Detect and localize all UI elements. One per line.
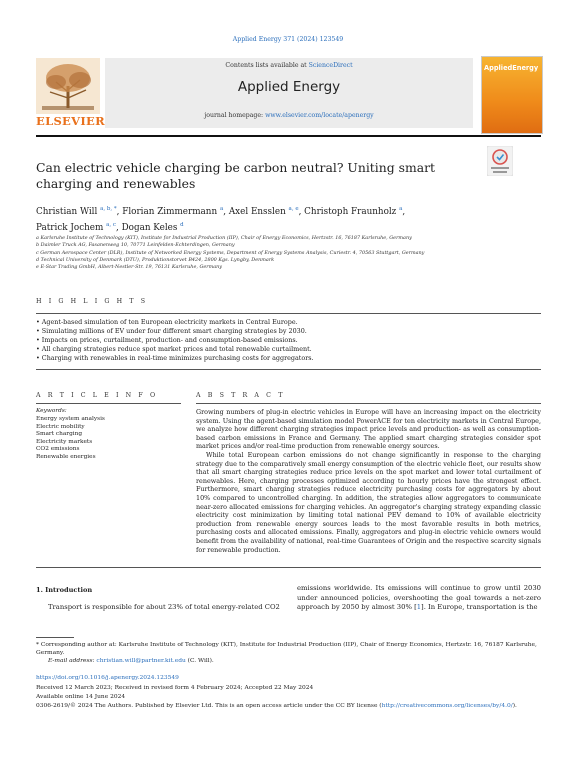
license-text: ). — [512, 703, 517, 709]
introduction-heading: 1. Introduction — [36, 586, 93, 594]
contents-prefix: Contents lists available at — [225, 62, 309, 69]
keyword-item: Energy system analysis — [36, 416, 105, 422]
abstract-rule-bottom — [36, 567, 541, 568]
email-line — [48, 658, 214, 664]
license-line — [36, 703, 541, 709]
author-affiliation-marker[interactable]: a, b, * — [100, 206, 117, 212]
abstract-body — [196, 408, 541, 554]
journal-name: Applied Energy — [237, 79, 341, 95]
journal-reference-link[interactable]: Applied Energy 371 (2024) 123549 — [232, 36, 344, 43]
abstract-paragraph: Growing numbers of plug-in electric vehicles in Europe will have an increasing impact on the electricity system. Using the agent-based simulation model PowerACE for ten electricity markets in Central Europe, we analyze how different charging strategies impact price levels and production- as well as consumption-based carbon emissions in France and Germany. The applied smart charging strategies consider spot market prices and/or real-time production from renewable energy sources. — [196, 408, 541, 451]
homepage-prefix: journal homepage: — [204, 112, 266, 119]
homepage-link[interactable]: www.elsevier.com/locate/apenergy — [265, 112, 374, 119]
sciencedirect-link[interactable]: ScienceDirect — [308, 62, 353, 69]
keywords-list — [36, 416, 181, 462]
highlights-heading: H I G H L I G H T S — [36, 298, 148, 305]
author-affiliation-marker[interactable]: a — [399, 206, 403, 212]
affiliation-item: d Technical University of Denmark (DTU), Produktionstorvet B424, 2800 Kgs. Lyngby, Denmark — [36, 256, 275, 263]
article-info-heading: A R T I C L E I N F O — [36, 392, 158, 399]
intro-text: ]. In Europe, transportation is the — [421, 603, 538, 612]
affiliation-item: b Daimler Truck AG, Fasanenweg 10, 70771 Leinfelden-Echterdingen, Germany — [36, 242, 235, 249]
article-info-rule — [36, 403, 181, 404]
highlight-item: • Simulating millions of EV under four different smart charging strategies by 2030. — [36, 326, 307, 335]
author-name[interactable]: Dogan Keles — [121, 222, 178, 233]
author-affiliation-marker[interactable]: a, c — [106, 221, 116, 228]
abstract-rule — [196, 403, 541, 404]
journal-cover-title: AppliedEnergy — [484, 64, 539, 72]
header-rule — [36, 135, 541, 137]
affiliations — [36, 235, 541, 271]
introduction-left-column: Transport is responsible for about 23% of total energy-related CO2 — [48, 603, 280, 611]
email-link[interactable]: christian.will@partner.kit.edu — [96, 658, 186, 664]
email-label: E-mail address: — [48, 658, 97, 664]
author-name[interactable]: Christian Will — [36, 206, 98, 217]
received-dates: Received 12 March 2023; Received in revised form 4 February 2024; Accepted 22 May 2024 — [36, 685, 314, 691]
highlights-rule-bottom — [36, 369, 541, 370]
journal-reference[interactable] — [0, 36, 576, 43]
author-name[interactable]: Florian Zimmermann — [122, 206, 218, 217]
introduction-right-column — [297, 584, 541, 613]
highlight-item: • Agent-based simulation of ten European electricity markets in Central Europe. — [36, 318, 298, 326]
author-name[interactable]: Christoph Fraunholz — [304, 206, 397, 217]
doi-link[interactable]: https://doi.org/10.1016/j.apenergy.2024.123549 — [36, 675, 179, 681]
available-online: Available online 14 June 2024 — [36, 694, 126, 700]
highlight-item: • Charging with renewables in real-time minimizes purchasing costs for aggregators. — [36, 353, 314, 362]
highlight-item: • Impacts on prices, curtailment, production- and consumption-based emissions. — [36, 335, 298, 344]
keyword-item: Electricity markets — [36, 438, 93, 445]
author-name[interactable]: Patrick Jochem — [36, 222, 104, 233]
check-for-updates-icon[interactable] — [487, 146, 513, 176]
keyword-item: Electric mobility — [36, 423, 85, 430]
highlights-list — [36, 318, 541, 363]
author-affiliation-marker[interactable]: a — [219, 206, 224, 212]
affiliation-item: e E-Star Trading GmbH, Albert-Nestler-Str. 19, 76131 Karlsruhe, Germany — [36, 264, 223, 271]
highlight-item: • All charging strategies reduce spot market prices and total renewable curtailment. — [36, 344, 312, 353]
contents-line — [105, 62, 473, 69]
elsevier-wordmark: ELSEVIER — [36, 114, 105, 128]
license-text: 0306-2619/© 2024 The Authors. Published by Elsevier Ltd. This is an open access article under the CC BY license ( — [36, 703, 382, 709]
abstract-paragraph: While total European carbon emissions do not change significantly in response to the charging strategy due to the comparatively small energy consumption of the electric vehicle fleet, our results show that all smart charging strategies reduce price levels on the spot market and lower total curtailment of renewables. Here, charging processes optimized according to hourly prices have the strongest effect. Furthermore, smart charging strategies reduce electricity purchasing costs for aggregators by about 10% compared to uncontrolled charging. In addition, the strategies allow aggregators to communicate near-zero allocated emissions for charging vehicles. An aggregator's charging strategy expanding classic electricity cost minimization by limiting total national PEV demand to 10% of available electricity production from renewable energy sources leads to the most favorable results in both metrics, purchasing costs and allocated emissions. Finally, aggregators and plug-in electric vehicle owners would benefit from the availability of national, real-time Guarantees of Origin and the respective scarcity signals for renewable production. — [196, 450, 541, 554]
intro-text: emissions worldwide. Its emissions will continue to grow until 2030 under announced policies, overshooting the goal towards a net-zero approach by 2050 by almost 30% [ — [297, 584, 541, 612]
affiliation-item: a Karlsruhe Institute of Technology (KIT), Institute for Industrial Production (IIP), Chair of Energy Economics, Hertzstr. 16, 76187 Karlsruhe, Germany — [36, 235, 412, 241]
journal-homepage — [105, 112, 473, 119]
corresponding-author-note: * Corresponding author at: Karlsruhe Institute of Technology (KIT), Institute for Industrial Production (IIP), Chair of Energy Economics, Hertzstr. 16, 76187 Karlsruhe, Germany. — [36, 642, 537, 656]
email-suffix: (C. Will). — [185, 658, 214, 664]
license-link[interactable]: http://creativecommons.org/licenses/by/4.0/ — [381, 703, 513, 709]
author-name[interactable]: Axel Ensslen — [228, 206, 286, 217]
affiliation-item: c German Aerospace Center (DLR), Institute of Networked Energy Systems, Department of Energy Systems Analysis, Curiestr. 4, 70563 Stuttgart, Germany — [36, 249, 425, 256]
author-affiliation-marker[interactable]: a, e — [288, 206, 299, 212]
citation-link[interactable]: 1 — [416, 603, 422, 612]
abstract-heading: A B S T R A C T — [196, 392, 286, 399]
keyword-item: Renewable energies — [36, 453, 96, 460]
keywords-label: Keywords: — [36, 408, 67, 414]
footnote-rule — [36, 637, 74, 638]
keyword-item: Smart charging — [36, 431, 83, 438]
highlights-rule-top — [36, 313, 541, 314]
author-list: Christian Will $^{a, b, *}$, Florian Zimmermann $^a$, Axel Ensslen $^{a, e}$, Christoph Fraunholz $^a$, Patrick Jochem $^{a, c}$, Dogan Keles $^d$ — [36, 206, 406, 233]
author-affiliation-marker[interactable]: d — [180, 221, 184, 228]
doi — [36, 675, 179, 681]
keyword-item: CO2 emissions — [36, 446, 80, 453]
paper-title: Can electric vehicle charging be carbon neutral? Uniting smart charging and renewables — [36, 160, 435, 191]
